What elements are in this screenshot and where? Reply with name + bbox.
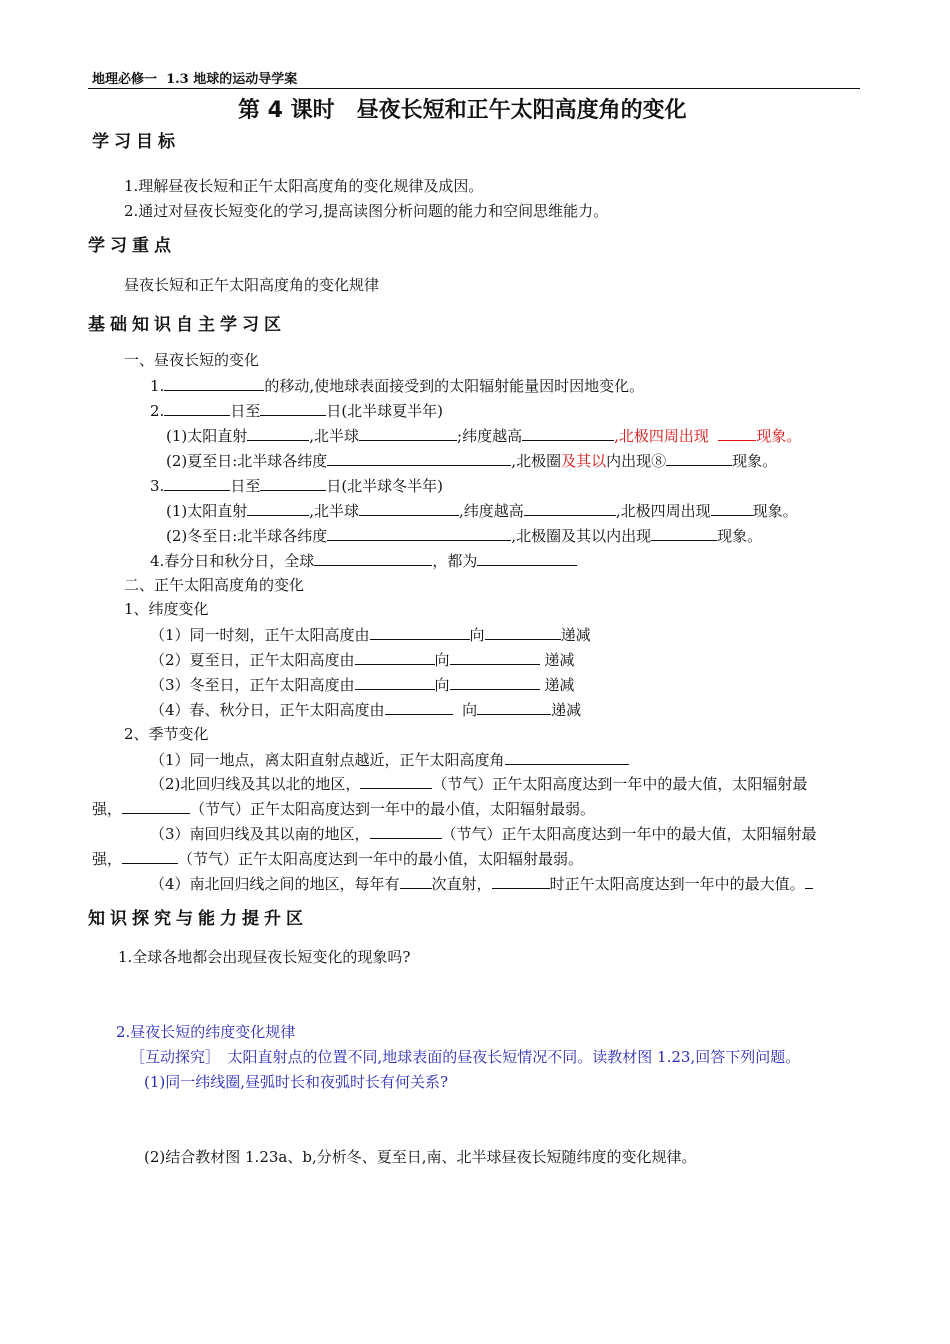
q3-2-line: (2)冬至日:北半球各纬度 ,北极圈及其以内出现 现象。: [166, 527, 763, 545]
q3-line: 3. 日至 日(北半球冬半年): [150, 477, 444, 495]
blank-field[interactable]: [360, 774, 432, 789]
blank-field[interactable]: [718, 426, 756, 441]
part1-title: 一、昼夜长短的变化: [124, 351, 260, 369]
header-course: 地理必修一: [92, 72, 158, 87]
blank-field[interactable]: [370, 824, 442, 839]
latitude-title: 1、纬度变化: [124, 600, 209, 618]
season-item-3-cont: 强， （节气）正午太阳高度达到一年中的最小值，太阳辐射最弱。: [92, 850, 584, 868]
blank-field[interactable]: [485, 625, 561, 640]
blank-field[interactable]: [400, 874, 432, 889]
explore-q2-title: 2.昼夜长短的纬度变化规律: [116, 1023, 296, 1041]
page-title: 第 4 课时 昼夜长短和正午太阳高度角的变化: [238, 98, 687, 123]
blank-field[interactable]: [327, 526, 511, 541]
objective-item: 2.通过对昼夜长短变化的学习,提高读图分析问题的能力和空间思维能力。: [124, 202, 609, 220]
blank-field[interactable]: [122, 849, 178, 864]
q4-line: 4.春分日和秋分日，全球 ，都为: [150, 551, 577, 570]
part2-title: 二、正午太阳高度角的变化: [124, 576, 305, 594]
blank-field[interactable]: [477, 700, 551, 715]
season-item-3: （3）南回归线及其以南的地区， （节气）正午太阳高度达到一年中的最大值，太阳辐射最: [150, 825, 817, 843]
lat-item: （4）春、秋分日，正午太阳高度由 向 递减: [150, 701, 582, 719]
blank-field[interactable]: [524, 501, 616, 516]
objective-item: 1.理解昼夜长短和正午太阳高度角的变化规律及成因。: [124, 177, 484, 195]
q2-1-line: (1)太阳直射 ,北半球 ;纬度越高 ,北极四周出现 现象。: [166, 427, 802, 445]
key-points-text: 昼夜长短和正午太阳高度角的变化规律: [124, 276, 380, 294]
blank-field[interactable]: [385, 700, 453, 715]
blank-field[interactable]: [314, 551, 432, 566]
q1-line: 1. 的移动,使地球表面接受到的太阳辐射能量因时因地变化。: [150, 377, 645, 395]
blank-field[interactable]: [355, 650, 435, 665]
header-unit: 1.3 地球的运动导学案: [166, 72, 298, 87]
blank-field[interactable]: [450, 650, 540, 665]
blank-field[interactable]: [805, 874, 813, 889]
explore-heading: 知识探究与能力提升区: [88, 909, 308, 929]
explore-q1: 1.全球各地都会出现昼夜长短变化的现象吗?: [118, 948, 411, 966]
basic-heading: 基础知识自主学习区: [88, 315, 286, 335]
blank-field[interactable]: [370, 625, 470, 640]
season-item-2-cont: 强， （节气）正午太阳高度达到一年中的最小值，太阳辐射最弱。: [92, 800, 596, 818]
blank-field[interactable]: [477, 551, 577, 566]
lat-item: （2）夏至日，正午太阳高度由 向 递减: [150, 651, 575, 669]
q2-2-line: (2)夏至日:北半球各纬度 ,北极圈及其以内出现⑧ 现象。: [166, 452, 778, 470]
blank-field[interactable]: [666, 451, 732, 466]
explore-sub1: (1)同一纬线圈,昼弧时长和夜弧时长有何关系?: [144, 1073, 449, 1091]
blank-field[interactable]: [492, 874, 550, 889]
lat-item: （3）冬至日，正午太阳高度由 向 递减: [150, 676, 575, 694]
blank-field[interactable]: [505, 750, 629, 765]
header-rule: [88, 88, 860, 89]
blank-field[interactable]: [711, 501, 753, 516]
blank-field[interactable]: [247, 426, 309, 441]
season-item-1: （1）同一地点，离太阳直射点越近，正午太阳高度角: [150, 750, 629, 769]
blank-field[interactable]: [651, 526, 717, 541]
blank-field[interactable]: [260, 401, 326, 416]
blank-field[interactable]: [359, 501, 459, 516]
season-item-2: （2)北回归线及其以北的地区， （节气）正午太阳高度达到一年中的最大值，太阳辐射最: [150, 775, 808, 793]
blank-field[interactable]: [522, 426, 614, 441]
season-item-4: （4）南北回归线之间的地区，每年有 次直射， 时正午太阳高度达到一年中的最大值。: [150, 874, 813, 893]
lat-item: （1）同一时刻，正午太阳高度由 向 递减: [150, 626, 591, 644]
q3-1-line: (1)太阳直射 ,北半球 ,纬度越高 ,北极四周出现 现象。: [166, 502, 798, 520]
blank-field[interactable]: [260, 476, 326, 491]
blank-field[interactable]: [450, 675, 540, 690]
blank-field[interactable]: [355, 675, 435, 690]
blank-field[interactable]: [247, 501, 309, 516]
blank-field[interactable]: [164, 376, 264, 391]
season-title: 2、季节变化: [124, 725, 209, 743]
header-line: [92, 71, 297, 89]
blank-field[interactable]: [164, 401, 230, 416]
interactive-inquiry: ［互动探究］ 太阳直射点的位置不同,地球表面的昼夜长短情况不同。读教材图 1.23,回答下列问题。: [130, 1048, 801, 1066]
blank-field[interactable]: [359, 426, 457, 441]
objectives-heading: 学习目标: [92, 132, 180, 152]
blank-field[interactable]: [164, 476, 230, 491]
blank-field[interactable]: [122, 799, 190, 814]
blank-field[interactable]: [327, 451, 511, 466]
key-points-heading: 学习重点: [88, 236, 176, 256]
explore-sub2: (2)结合教材图 1.23a、b,分析冬、夏至日,南、北半球昼夜长短随纬度的变化规律。: [144, 1148, 697, 1166]
q2-line: 2. 日至 日(北半球夏半年): [150, 402, 444, 420]
